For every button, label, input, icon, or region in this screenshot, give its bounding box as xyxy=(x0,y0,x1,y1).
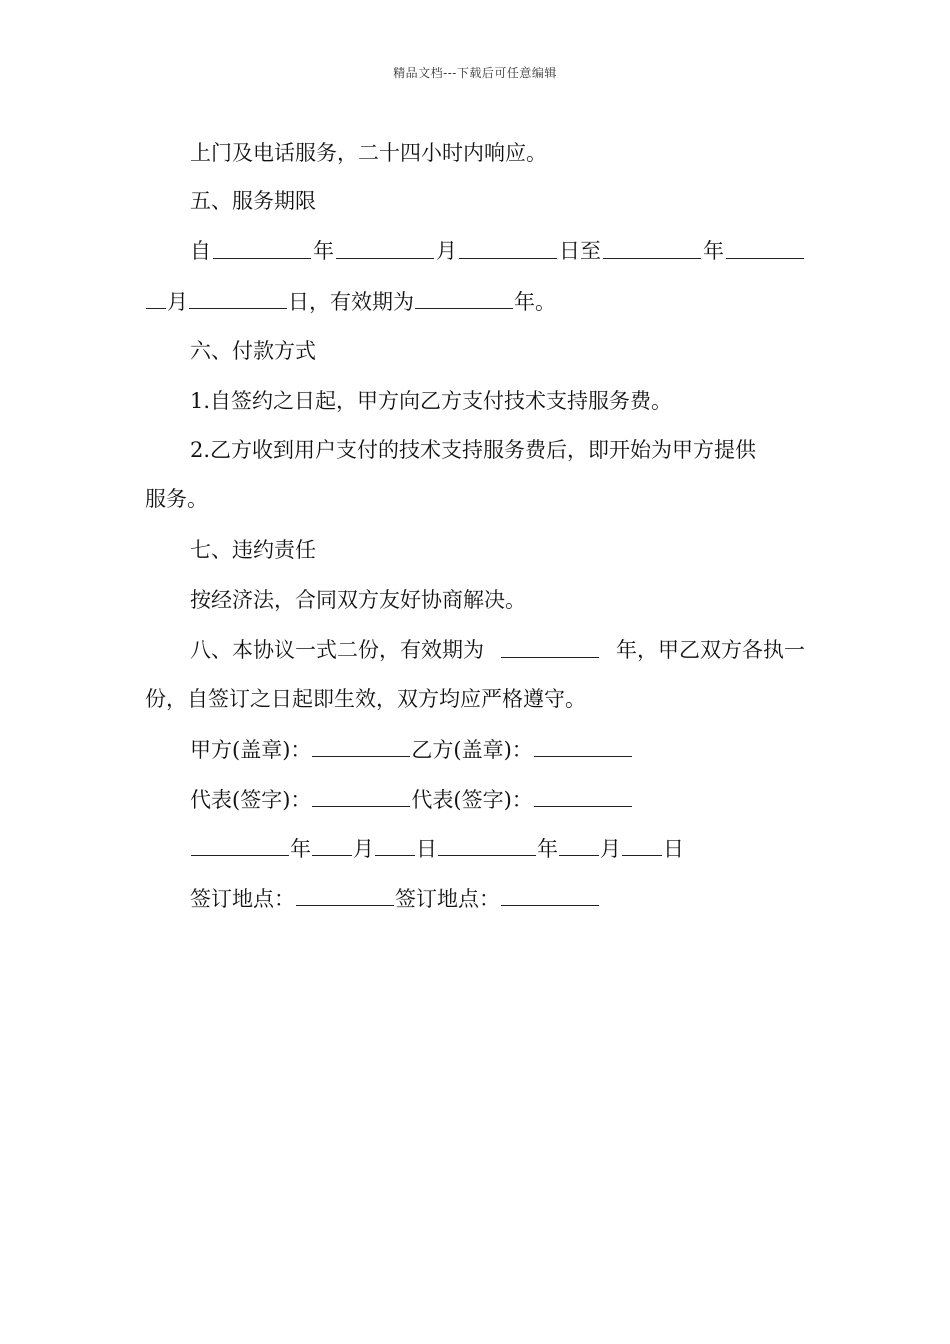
party-b-day-label: 日 xyxy=(663,837,684,861)
payment-clause-2-line-2: 服务。 xyxy=(145,487,208,511)
party-b-year-blank[interactable] xyxy=(438,833,536,856)
party-a-month-blank[interactable] xyxy=(312,833,352,856)
paragraph-service-response: 上门及电话服务，二十四小时内响应。 xyxy=(190,141,547,165)
party-a-seal-label: 甲方(盖章)： xyxy=(190,738,312,762)
party-b-day-blank[interactable] xyxy=(622,833,662,856)
party-a-year-label: 年 xyxy=(290,837,311,861)
term-from-label: 自 xyxy=(190,239,211,263)
validity-years-blank[interactable] xyxy=(415,286,513,309)
party-b-seal-label: 乙方(盖章)： xyxy=(411,738,533,762)
seal-line xyxy=(0,734,950,765)
party-a-place-blank[interactable] xyxy=(296,883,394,906)
clause-8-start: 八、本协议一式二份，有效期为 xyxy=(190,638,484,662)
party-a-month-label: 月 xyxy=(353,837,374,861)
party-b-month-label: 月 xyxy=(600,837,621,861)
section-heading-service-term: 五、服务期限 xyxy=(190,189,316,213)
representative-line xyxy=(0,784,950,815)
clause-8-line-1 xyxy=(190,635,805,665)
payment-clause-2-line-1: 2.乙方收到用户支付的技术支持服务费后，即开始为甲方提供 xyxy=(190,438,757,462)
section-heading-payment: 六、付款方式 xyxy=(190,339,316,363)
party-b-rep-blank[interactable] xyxy=(534,784,632,807)
party-b-seal-blank[interactable] xyxy=(534,734,632,757)
breach-clause: 按经济法，合同双方友好协商解决。 xyxy=(190,588,526,612)
term-end-month-label: 月 xyxy=(167,290,188,314)
term-validity-label: 日，有效期为 xyxy=(288,290,414,314)
end-day-blank[interactable] xyxy=(189,286,287,309)
end-month-blank-part2[interactable] xyxy=(146,286,166,309)
sign-place-line xyxy=(0,883,950,914)
clause-8-line-2: 份，自签订之日起即生效，双方均应严格遵守。 xyxy=(145,687,586,711)
party-b-month-blank[interactable] xyxy=(559,833,599,856)
party-b-rep-label: 代表(签字)： xyxy=(411,788,533,812)
party-a-year-blank[interactable] xyxy=(191,833,289,856)
term-end-year-label: 年 xyxy=(703,239,724,263)
payment-clause-1: 1.自签约之日起，甲方向乙方支付技术支持服务费。 xyxy=(190,389,673,413)
start-year-blank[interactable] xyxy=(213,236,311,259)
clause-8-mid: 年，甲乙双方各执一 xyxy=(616,638,805,662)
party-b-year-label: 年 xyxy=(537,837,558,861)
party-a-day-label: 日 xyxy=(416,837,437,861)
term-day-to-label: 日至 xyxy=(559,239,601,263)
end-month-blank-part1[interactable] xyxy=(726,236,804,259)
section-heading-breach: 七、违约责任 xyxy=(190,538,316,562)
party-b-place-label: 签订地点： xyxy=(395,887,500,911)
service-term-line-2 xyxy=(0,286,950,317)
end-year-blank[interactable] xyxy=(603,236,701,259)
sign-date-line xyxy=(0,833,950,864)
party-a-seal-blank[interactable] xyxy=(312,734,410,757)
agreement-validity-blank[interactable] xyxy=(501,635,599,658)
start-day-blank[interactable] xyxy=(459,236,557,259)
party-b-place-blank[interactable] xyxy=(501,883,599,906)
term-year-label: 年 xyxy=(313,239,334,263)
start-month-blank[interactable] xyxy=(336,236,434,259)
page-header: 精品文档---下载后可任意编辑 xyxy=(393,66,557,80)
term-years-label: 年。 xyxy=(514,290,556,314)
party-a-place-label: 签订地点： xyxy=(190,887,295,911)
term-month-label: 月 xyxy=(436,239,457,263)
party-a-day-blank[interactable] xyxy=(375,833,415,856)
service-term-line-1 xyxy=(190,236,805,266)
party-a-rep-label: 代表(签字)： xyxy=(190,788,312,812)
party-a-rep-blank[interactable] xyxy=(312,784,410,807)
